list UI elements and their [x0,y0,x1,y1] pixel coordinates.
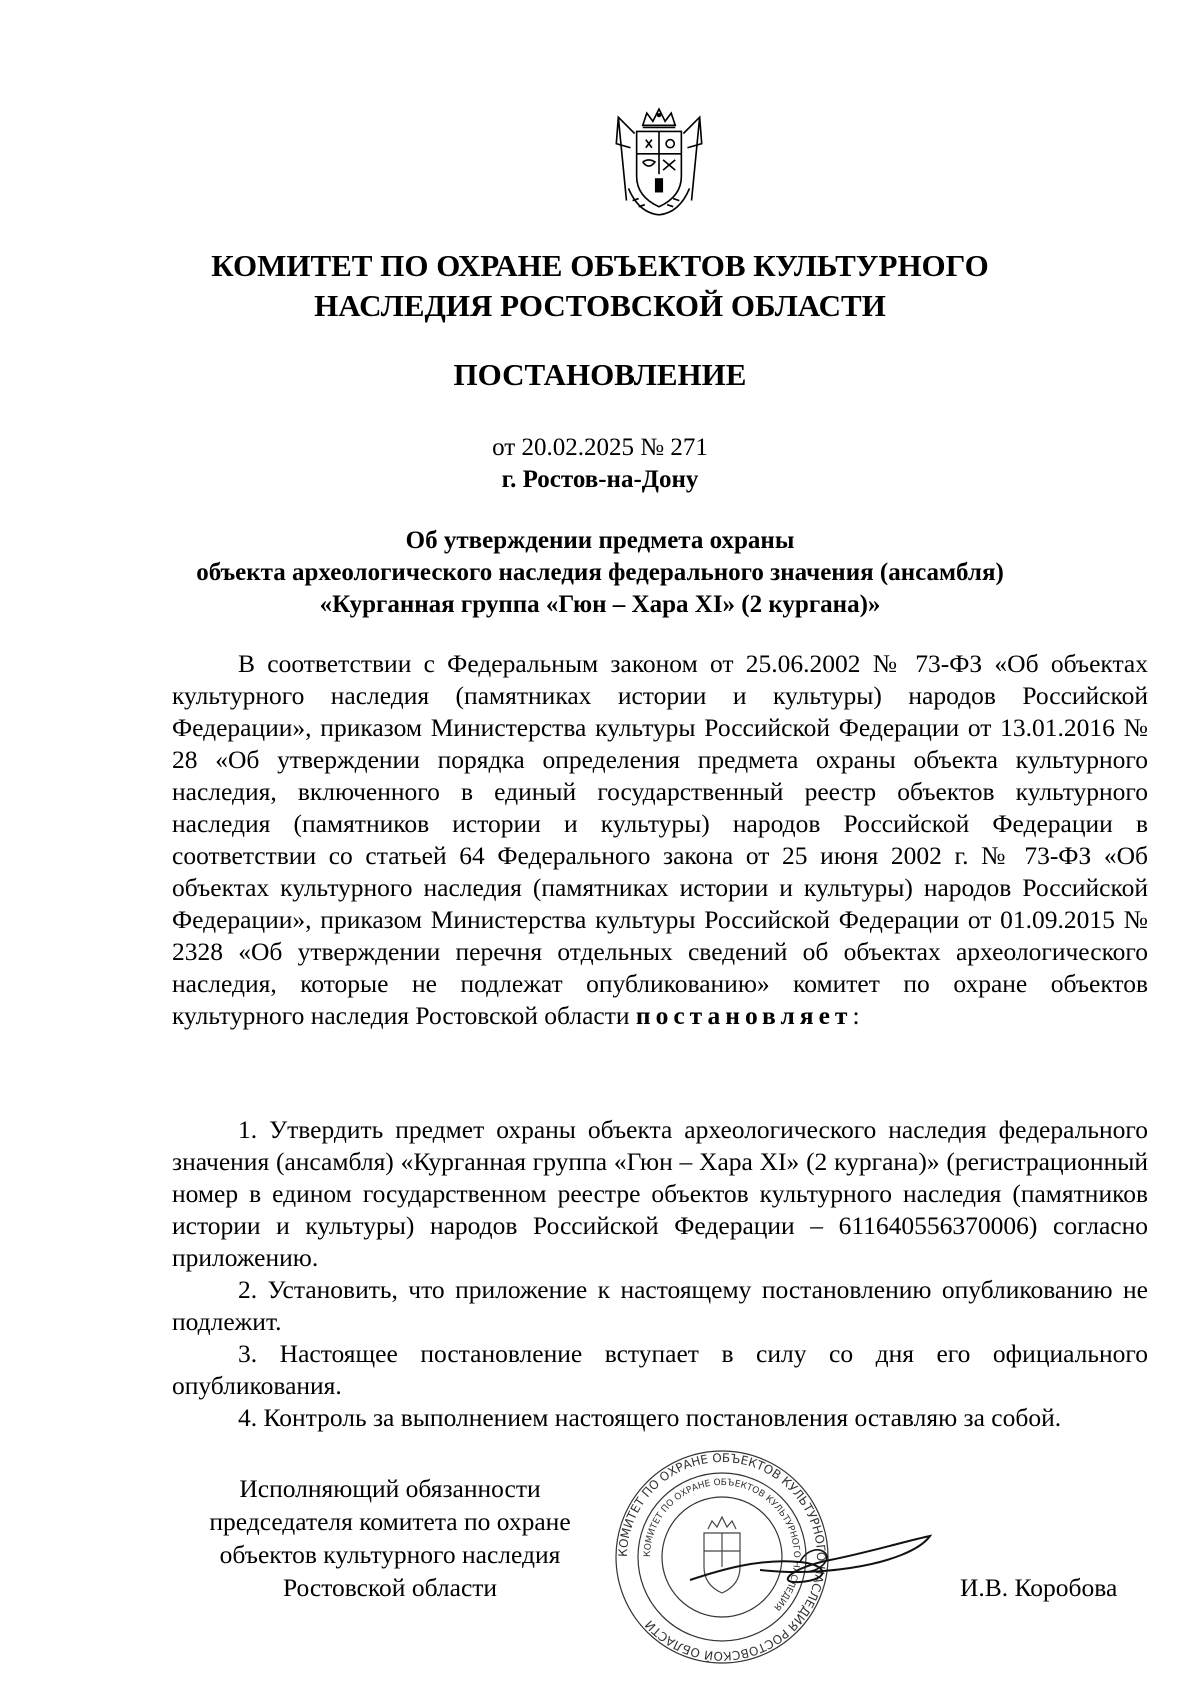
preamble-verb: постановляет [635,1001,853,1030]
subject-line-2: объекта археологического наследия федерального значения (ансамбля) [196,559,1004,586]
document-type: ПОСТАНОВЛЕНИЕ [453,357,747,392]
signatory-title [170,1472,610,1604]
signatory-title-line: Ростовской области [282,1573,498,1602]
resolution-item: 3. Настоящее постановление вступает в силу со дня его официального опубликования. [172,1339,1148,1400]
committee-line-1: КОМИТЕТ ПО ОХРАНЕ ОБЪЕКТОВ КУЛЬТУРНОГО [211,248,989,283]
preamble-text: В соответствии с Федеральным законом от 25.06.2002 № 73-ФЗ «Об объектах культурного наследия (памятниках истории и культуры) народов Российской Федерации», приказом Министерства культуры Российской Федерации от 13.01.2016 № 28 «Об утверждении порядка определения предмета охраны объекта культурного наследия, включенного в единый государственный реестр объектов культурного наследия (памятников истории и культуры) народов Российской Федерации в соответствии со статьей 64 Федерального закона от 25 июня 2002 г. № 73-ФЗ «Об объектах культурного наследия (памятниках истории и культуры) народов Российской Федерации», приказом Министерства культуры Российской Федерации от 01.09.2015 № 2328 «Об утверждении перечня отдельных сведений об объектах археологического наследия, которые не подлежат опубликованию» комитет по охране объектов культурного наследия Ростовской области [172,649,1148,1030]
subject-line-1: Об утверждении предмета охраны [405,527,795,554]
stamp-outer-text: КОМИТЕТ ПО ОХРАНЕ ОБЪЕКТОВ КУЛЬТУРНОГО НАСЛЕДИЯ РОСТОВСКОЙ ОБЛАСТИ [615,1450,829,1664]
preamble-end: : [852,1001,860,1030]
stamp-inner-text: КОМИТЕТ ПО ОХРАНЕ ОБЪЕКТОВ КУЛЬТУРНОГО НАСЛЕДИЯ [642,1477,802,1612]
committee-line-2: НАСЛЕДИЯ РОСТОВСКОЙ ОБЛАСТИ [314,288,886,323]
signatory-title-line: объектов культурного наследия [219,1540,561,1569]
document-subject [120,525,1080,621]
resolution-items [172,1114,1148,1434]
coat-of-arms-emblem [598,103,720,225]
resolution-item: 4. Контроль за выполнением настоящего постановления оставляю за собой. [238,1403,1062,1432]
committee-name [120,246,1080,326]
signatory-title-line: председателя комитета по охране [209,1507,571,1536]
city: г. Ростов-на-Дону [501,466,699,493]
preamble-paragraph [172,648,1148,1032]
signatory-title-line: Исполняющий обязанности [239,1474,541,1503]
resolution-item: 1. Утвердить предмет охраны объекта археологического наследия федерального значения (ансамбля) «Курганная группа «Гюн – Хара XI» (2 кургана)» (регистрационный номер в едином государственном реестре объектов культурного наследия (памятников истории и культуры) народов Российской Федерации – 611640556370006) согласно приложению. [172,1115,1148,1272]
date-number: от 20.02.2025 № 271 [492,434,708,461]
preamble-section [172,648,1148,1032]
resolution-item: 2. Установить, что приложение к настоящему постановлению опубликованию не подлежит. [172,1275,1148,1336]
subject-line-3: «Курганная группа «Гюн – Хара XI» (2 кургана)» [319,591,881,618]
handwritten-signature [680,1510,940,1630]
signatory-name: И.В. Коробова [960,1573,1118,1602]
